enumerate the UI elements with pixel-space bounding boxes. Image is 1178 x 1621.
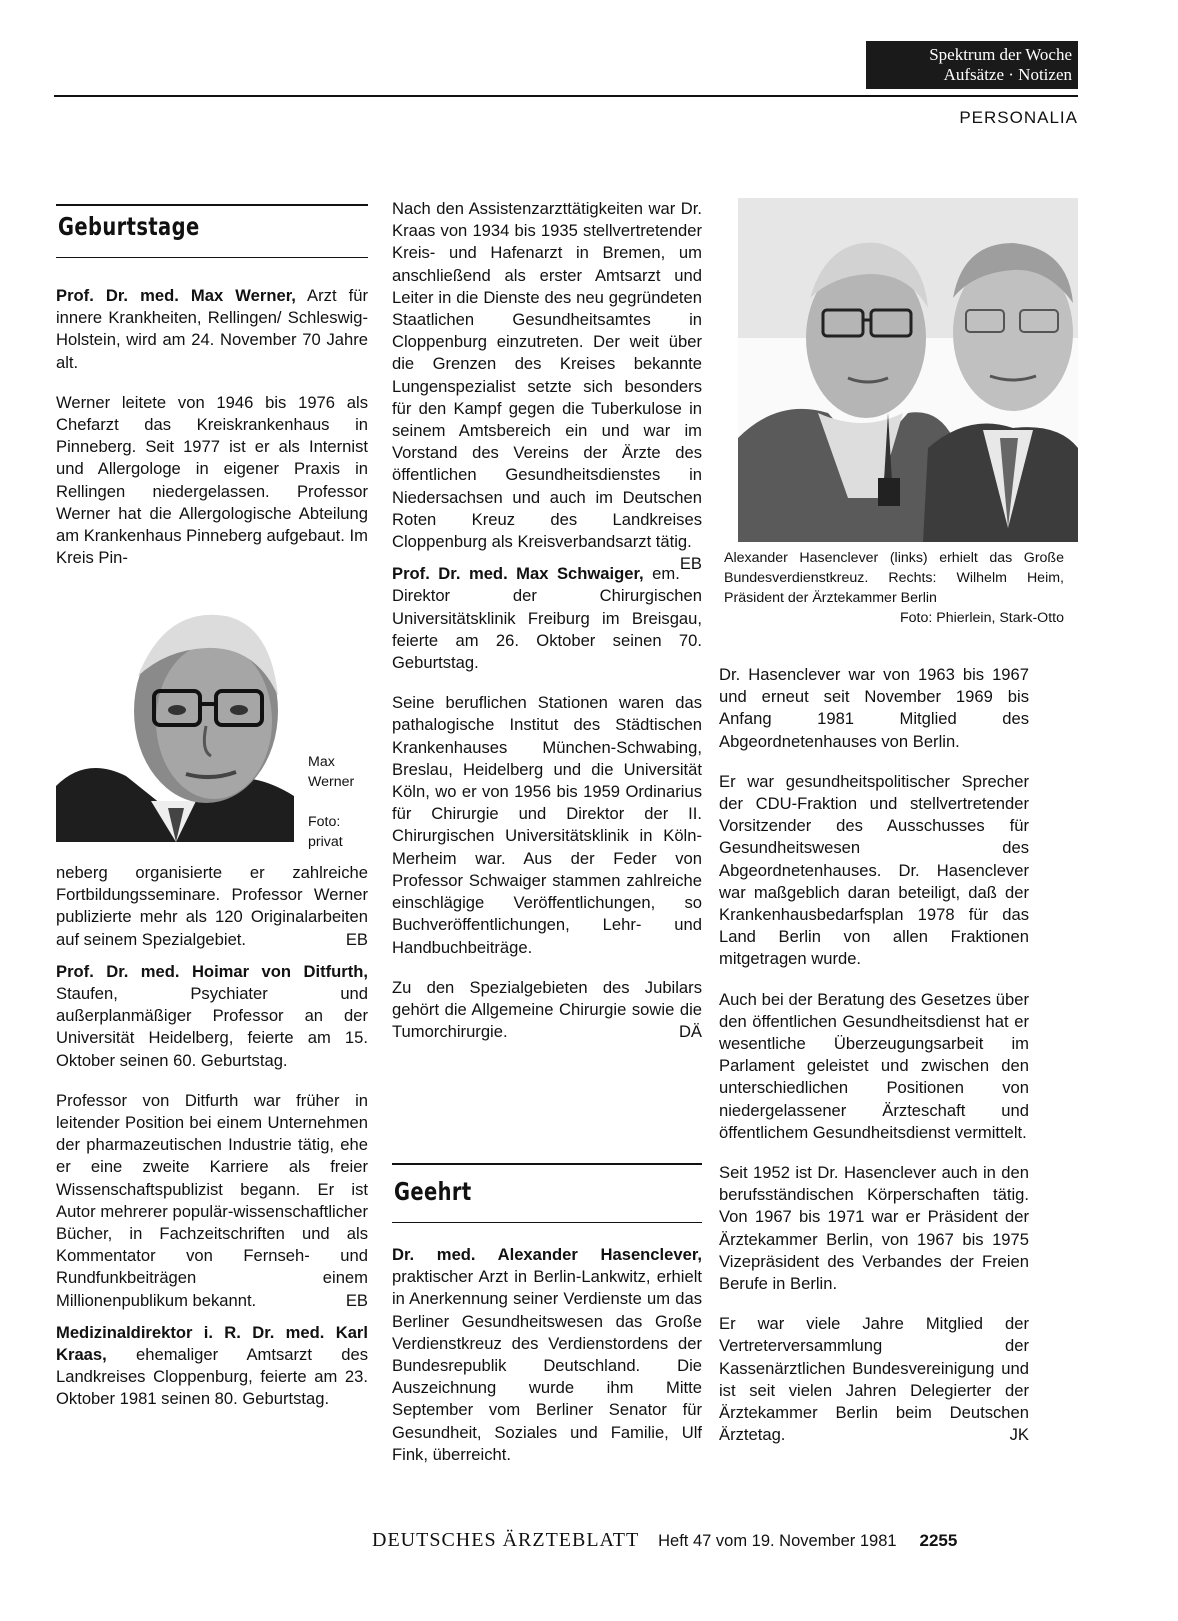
paragraph: Seit 1952 ist Dr. Hasenclever auch in den berufsständischen Körperschaften tätig. Von 1967 bis 1971 war er Präsident der Ärztekammer Berlin, von 1967 bis 1975 Vizepräsident des Verbandes der Freien Berufe in Berlin. — [719, 1163, 1029, 1294]
paragraph-text: Er war viele Jahre Mitglied der Vertreterversammlung der Kassenärztlichen Bundesvereinigung und ist seit vielen Jahren Delegierter der Ärztekammer Berlin beim Deutschen Ärztetag. — [719, 1314, 1029, 1445]
heading-geburtstage: Geburtstage — [58, 212, 200, 241]
paragraph: Seine beruflichen Stationen waren das pathalogische Institut des Städtischen Krankenhauses München-Schwabing, Breslau, Heidelberg und die Universität Köln, wo er von 1956 bis 1959 Ordinarius für Chirurgie und Direktor der II. Chirurgischen Universitätsklinik in Köln-Merheim war. Aus der Feder von Professor Schwaiger stammen zahlreiche einschlägige Veröffentlichungen, so Buchveröffentlichungen, Lehr- und Handbuchbeiträge. — [392, 693, 702, 957]
paragraph: Dr. Hasenclever war von 1963 bis 1967 und erneut seit November 1969 bis Anfang 1981 Mitglied des Abgeordnetenhauses von Berlin. — [719, 665, 1029, 751]
paragraph-text: ehemaliger Amtsarzt des Landkreises Cloppenburg, feierte am 23. Oktober 1981 seinen 80. Geburtstag. — [56, 1345, 368, 1409]
paragraph-text: Staufen, Psychiater und außerplanmäßiger Professor an der Universität Heidelberg, feierte am 15. Oktober seinen 60. Geburtstag. — [56, 984, 368, 1070]
heading-rule-bottom-geehrt — [392, 1222, 702, 1223]
column-2-lower — [392, 1244, 702, 1484]
paragraph-text: neberg organisierte er zahlreiche Fortbildungsseminare. Professor Werner publizierte mehr als 120 Originalarbeiten auf seinem Spezialgebiet. — [56, 863, 368, 949]
heading-rule-top-geehrt — [392, 1163, 702, 1165]
heading-geehrt: Geehrt — [394, 1177, 472, 1206]
page-number: 2255 — [919, 1531, 958, 1550]
paragraph: Auch bei der Beratung des Gesetzes über den öffentlichen Gesundheitsdienst hat er wesentliche Überzeugungsarbeit im Parlament geleistet und zwischen den unterschiedlichen Positionen von niedergelassener Ärzteschaft und öffentlichem Gesundheitsdienst vermittelt. — [719, 989, 1029, 1142]
paragraph-text: em. Direktor der Chirurgischen Universitätsklinik Freiburg im Breisgau, feierte am 26. Oktober seinen 70. Geburtstag. — [392, 564, 702, 673]
author-signature: JK — [1009, 1425, 1029, 1445]
paragraph: Werner leitete von 1946 bis 1976 als Chefarzt das Kreiskrankenhaus in Pinneberg. Seit 1977 ist er als Internist und Allergologe in eigener Praxis in Rellingen niedergelassen. Professor Werner hat die Allergologische Abteilung am Krankenhaus Pinneberg aufgebaut. Im Kreis Pin- — [56, 392, 368, 568]
author-signature: DÄ — [678, 1022, 702, 1042]
author-signature: EB — [679, 554, 702, 574]
caption-credit-2: privat — [308, 834, 343, 850]
paragraph-text: Arzt für innere Krankheiten, Rellingen/ Schleswig-Holstein, wird am 24. November 70 Jahre alt. — [56, 286, 369, 372]
person-name: Prof. Dr. med. Max Werner, — [56, 286, 296, 305]
column-1-lower — [56, 862, 368, 1429]
caption-credit-1: Foto: — [308, 814, 341, 830]
caption-name-1: Max — [308, 754, 335, 770]
paragraph-text: Nach den Assistenzarzttätigkeiten war Dr. Kraas von 1934 bis 1935 stellvertretender Kreis- und Hafenarzt in Bremen, um anschließend als erster Amtsarzt und Leiter in die Dienste des neu gegründeten Staatlichen Gesundheitsamtes in Cloppenburg einzutreten. Der weit über die Grenzen des Kreises bekannte Lungenspezialist setzte sich besonders für den Kampf gegen die Tuberkulose in seinem Amtsbereich ein und war im Vorstand des Vereins der Ärzte des öffentlichen Gesundheitsdienstes in Niedersachsen und auch im Deutschen Roten Kreuz des Landkreises Cloppenburg als Kreisverbandsarzt tätig. — [392, 199, 702, 552]
heading-rule-bottom — [56, 257, 368, 258]
person-name: Prof. Dr. med. Max Schwaiger, — [392, 564, 644, 584]
column-3 — [719, 664, 1029, 1457]
paragraph-text: Professor von Ditfurth war früher in leitender Position bei einem Unternehmen der pharmazeutischen Industrie tätig, ehe er eine zweite Karriere als freier Wissenschaftspublizist begann. Er ist Autor mehrerer populär-wissenschaftlicher Bücher, in Fachzeitschriften und als Kommentator von Fernseh- und Rundfunkbeiträgen einem Millionenpublikum bekannt. — [56, 1090, 368, 1310]
portrait-max-werner — [56, 586, 294, 842]
caption-name-2: Werner — [308, 774, 355, 790]
paragraph: Er war gesundheitspolitischer Sprecher der CDU-Fraktion und stellvertretender Vorsitzender des Ausschusses für Gesundheitswesen des Abgeordnetenhauses. Dr. Hasenclever war maßgeblich daran beteiligt, daß der Krankenhausbedarfsplan 1978 für das Land Berlin von allen Fraktionen mitgetragen wurde. — [719, 771, 1029, 969]
section-badge — [866, 41, 1078, 89]
portrait-caption — [308, 752, 368, 852]
section-label: PERSONALIA — [959, 108, 1078, 127]
issue-info: Heft 47 vom 19. November 1981 — [658, 1532, 897, 1550]
photo-caption-text: Alexander Hasenclever (links) erhielt das Große Bundesverdienstkreuz. Rechts: Wilhelm Heim, Präsident der Ärztekammer Berlin — [724, 550, 1064, 606]
person-name: Medizinaldirektor i. R. Dr. med. Karl Kraas, — [56, 1322, 368, 1365]
page-footer — [372, 1529, 1072, 1552]
author-signature: EB — [345, 929, 368, 949]
paragraph-text: praktischer Arzt in Berlin-Lankwitz, erhielt in Anerkennung seiner Verdienste um das Berliner Gesundheitswesen das Große Verdienstkreuz des Verdienstordens der Bundesrepublik Deutschland. Die Auszeichnung wurde ihm Mitte September vom Berliner Senator für Gesundheit, Soziales und Familie, Ulf Fink, überreicht. — [392, 1267, 702, 1464]
header-rule — [54, 95, 1078, 97]
paragraph-text: Zu den Spezialgebieten des Jubilars gehört die Allgemeine Chirurgie sowie die Tumorchirurgie. — [392, 977, 702, 1042]
person-name: Prof. Dr. med. Hoimar von Ditfurth, — [56, 961, 368, 981]
column-2-upper — [392, 198, 702, 1053]
heading-rule-top — [56, 204, 368, 206]
person-name: Dr. med. Alexander Hasenclever, — [392, 1245, 702, 1264]
photo-hasenclever-heim — [738, 198, 1078, 542]
photo-caption — [724, 548, 1064, 628]
badge-line-2: Aufsätze · Notizen — [943, 65, 1072, 84]
author-signature: EB — [345, 1290, 368, 1310]
journal-name: DEUTSCHES ÄRZTEBLATT — [372, 1529, 640, 1551]
badge-line-1: Spektrum der Woche — [929, 45, 1072, 64]
column-1-upper — [56, 285, 368, 587]
photo-credit: Foto: Phierlein, Stark-Otto — [899, 610, 1064, 626]
